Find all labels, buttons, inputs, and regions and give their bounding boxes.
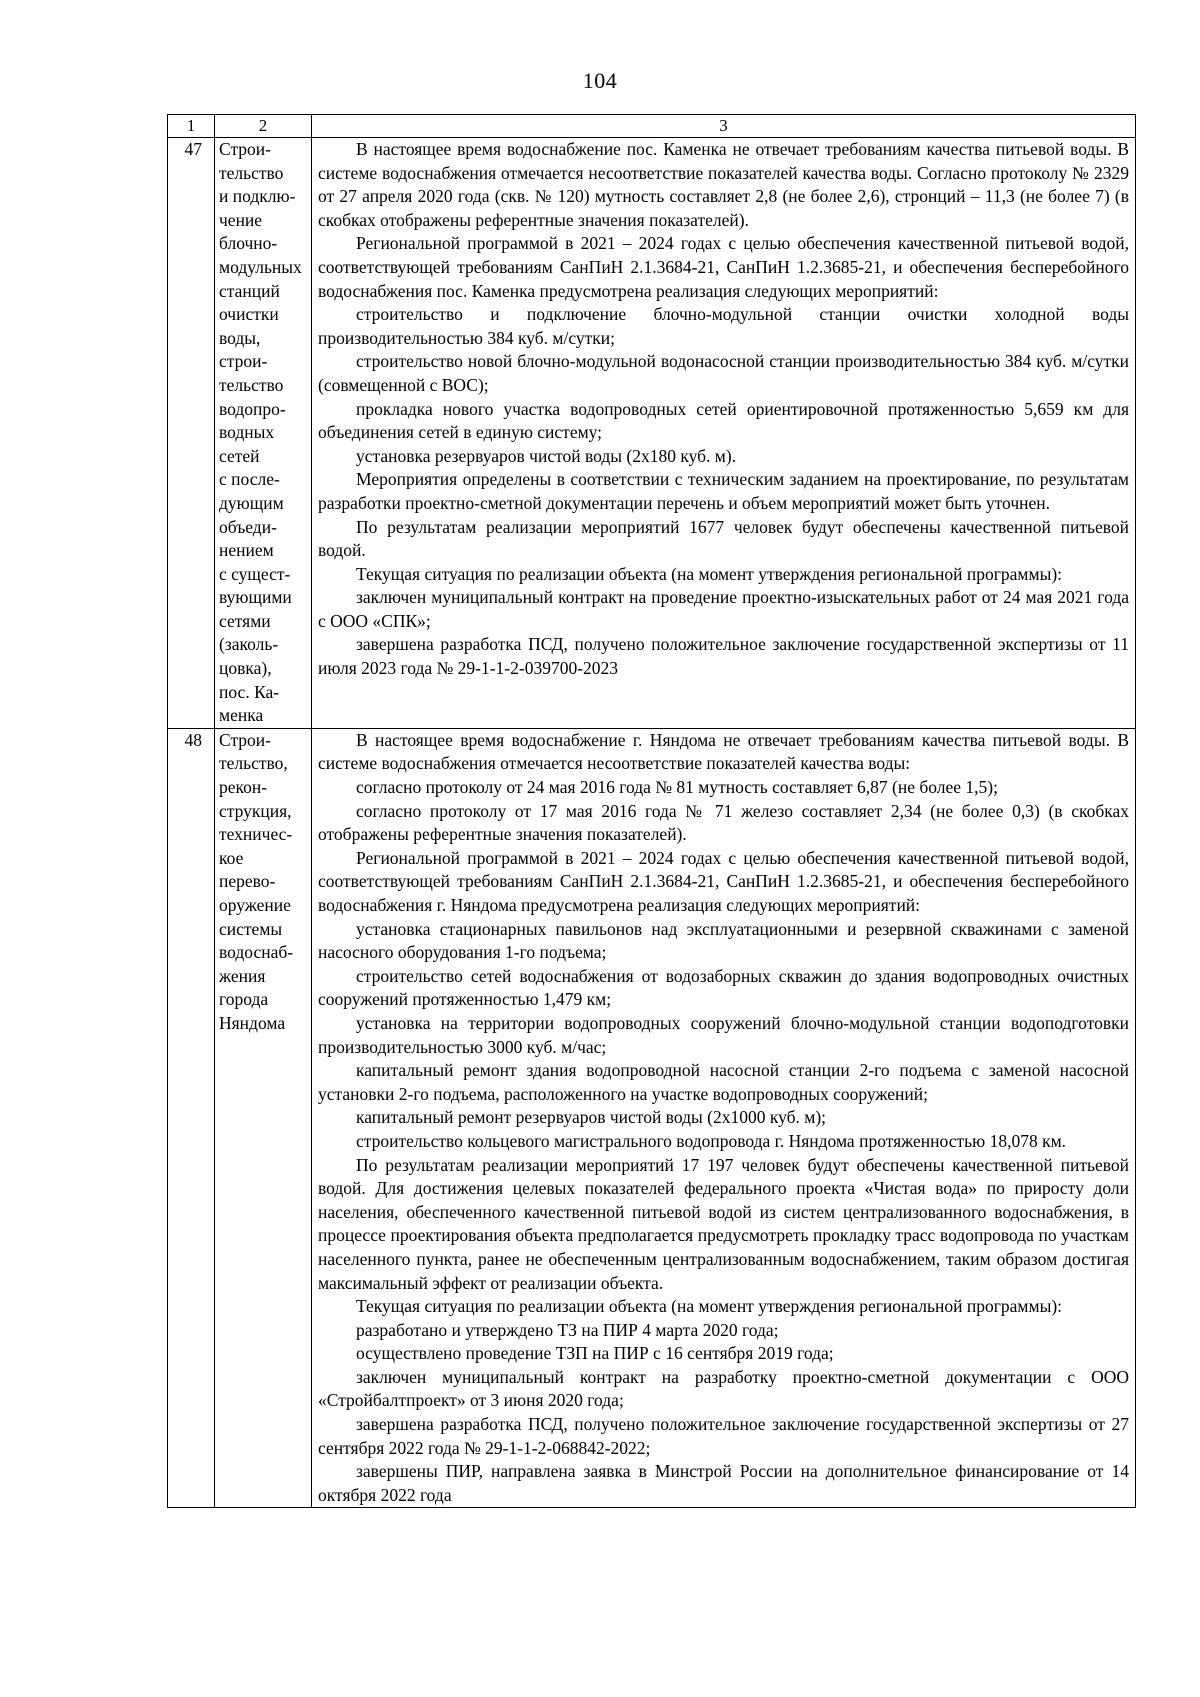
description-paragraph: капитальный ремонт резервуаров чистой воды (2х1000 куб. м); xyxy=(356,1107,827,1128)
object-name-line: дующим xyxy=(219,492,284,513)
object-name-line: очистки xyxy=(219,304,279,325)
object-name-line: блочно- xyxy=(219,233,278,254)
description-cell xyxy=(312,138,1136,729)
object-name-line: Строи- xyxy=(219,729,271,750)
header-cell-3: 3 xyxy=(312,115,1136,138)
object-name-line: струкция, xyxy=(219,800,292,821)
description-paragraph: Региональной программой в 2021 – 2024 годах с целью обеспечения качественной питьевой водой, соответствующей требованиям СанПиН 2.1.3684-21, СанПиН 1.2.3685-21, и обеспечения бесперебойного водоснабжения пос. Каменка предусмотрена реализация следующих мероприятий: xyxy=(318,233,1129,301)
object-name-line: Строи- xyxy=(219,139,271,159)
object-name-line: чение xyxy=(219,209,263,230)
object-name-line: менка xyxy=(219,705,264,726)
description-paragraph: заключен муниципальный контракт на проведение проектно-изыскательных работ от 24 мая 2021 года с ООО «СПК»; xyxy=(318,587,1129,631)
object-name-line: водных xyxy=(219,422,275,443)
description-paragraph: установка резервуаров чистой воды (2х180 куб. м). xyxy=(356,445,737,466)
object-name-line: тельство xyxy=(219,374,284,395)
description-paragraph: установка на территории водопроводных сооружений блочно-модульной станции водоподготовки производительностью 3000 куб. м/час; xyxy=(318,1012,1129,1057)
object-name-line: рекон- xyxy=(219,777,268,798)
description-paragraph: строительство сетей водоснабжения от водозаборных скважин до здания водопроводных очистных сооружений протяженностью 1,479 км; xyxy=(318,965,1129,1010)
table-row xyxy=(168,728,1136,1508)
description-paragraph: прокладка нового участка водопроводных сетей ориентировочной протяженностью 5,659 км для объединения сетей в единую систему; xyxy=(318,398,1129,443)
object-name-line: и подклю- xyxy=(219,186,296,207)
description-paragraph: В настоящее время водоснабжение пос. Каменка не отвечает требованиям качества питьевой воды. В системе водоснабжения отмечается несоответствие показателей качества воды. Согласно протоколу № 2329 от 27 апреля 2020 года (скв. № 120) мутность составляет 2,8 (не более 2,6), стронций – 11,3 (не более 7) (в скобках отображены референтные значения показателей). xyxy=(318,139,1129,230)
object-name-line: (заколь- xyxy=(219,634,279,655)
object-name-line: кое xyxy=(219,847,244,868)
object-name-line: пос. Ка- xyxy=(219,681,280,702)
object-name-line: воды, xyxy=(219,327,261,348)
description-paragraph: Мероприятия определены в соответствии с техническим заданием на проектирование, по результатам разработки проектно-сметной документации перечень и объем мероприятий может быть уточнен. xyxy=(318,469,1129,513)
object-name-line: города xyxy=(219,989,269,1010)
description-paragraph: Региональной программой в 2021 – 2024 годах с целью обеспечения качественной питьевой водой, соответствующей требованиям СанПиН 2.1.3684-21, СанПиН 1.2.3685-21, и обеспечения бесперебойного водоснабжения г. Няндома предусмотрена реализация следующих мероприятий: xyxy=(318,847,1129,915)
object-name-line: объеди- xyxy=(219,516,277,537)
object-name-line: техничес- xyxy=(219,824,293,845)
object-name-line: нением xyxy=(219,540,274,561)
object-name-line: с после- xyxy=(219,469,280,490)
object-name-line: сетями xyxy=(219,610,271,631)
description-paragraph: По результатам реализации мероприятий 17 197 человек будут обеспечены качественной питьевой водой. Для достижения целевых показателей федерального проекта «Чистая вода» по приросту доли населения, обеспеченного качественной питьевой водой из систем централизованного водоснабжения, в процессе проектирования объекта предполагается предусмотреть прокладку трасс водопровода по участкам населенного пункта, ранее не обеспеченным централизованным водоснабжением, таким образом достигая максимальный эффект от реализации объекта. xyxy=(318,1154,1129,1293)
description-paragraph: строительство новой блочно-модульной водонасосной станции производительностью 384 куб. м/сутки (совмещенной с ВОС); xyxy=(318,351,1129,395)
object-name-cell xyxy=(215,138,312,729)
description-paragraph: завершена разработка ПСД, получено положительное заключение государственной экспертизы от 27 сентября 2022 года № 29-1-1-2-068842-2022; xyxy=(318,1414,1129,1458)
object-name-line: тельство xyxy=(219,162,284,183)
table-row xyxy=(168,138,1136,729)
object-name-line: водоснаб- xyxy=(219,942,294,963)
description-paragraph: заключен муниципальный контракт на разработку проектно-сметной документации с ООО «Стройбалтпроект» от 3 июня 2020 года; xyxy=(318,1366,1129,1411)
object-name-line: модульных xyxy=(219,256,302,277)
header-cell-1: 1 xyxy=(168,115,215,138)
description-paragraph: строительство кольцевого магистрального водопровода г. Няндома протяженностью 18,078 км. xyxy=(356,1130,1067,1151)
object-name-line: с сущест- xyxy=(219,563,291,584)
row-number: 48 xyxy=(168,728,215,1508)
description-paragraph: разработано и утверждено ТЗ на ПИР 4 марта 2020 года; xyxy=(356,1319,779,1340)
description-paragraph: установка стационарных павильонов над эксплуатационными и резервной скважинами с заменой насосного оборудования 1-го подъема; xyxy=(318,918,1129,963)
description-paragraph: завершена разработка ПСД, получено положительное заключение государственной экспертизы от 11 июля 2023 года № 29-1-1-2-039700-2023 xyxy=(318,634,1129,679)
object-name-line: системы xyxy=(219,918,283,939)
page-number: 104 xyxy=(582,68,618,93)
object-name-line: перево- xyxy=(219,871,276,892)
description-paragraph: согласно протоколу от 17 мая 2016 года № 71 железо составляет 2,34 (не более 0,3) (в скобках отображены референтные значения показателей). xyxy=(318,800,1129,845)
header-cell-2: 2 xyxy=(215,115,312,138)
object-name-line: станций xyxy=(219,280,280,301)
description-paragraph: осуществлено проведение ТЗП на ПИР с 16 сентября 2019 года; xyxy=(356,1343,834,1364)
object-name-line: сетей xyxy=(219,445,260,466)
object-name-line: жения xyxy=(219,965,266,986)
table-header-row xyxy=(168,115,1136,138)
description-paragraph: завершены ПИР, направлена заявка в Минстрой России на дополнительное финансирование от 14 октября 2022 года xyxy=(318,1461,1129,1505)
object-name-line: цовка), xyxy=(219,658,272,679)
description-paragraph: согласно протоколу от 24 мая 2016 года № 81 мутность составляет 6,87 (не более 1,5); xyxy=(356,777,998,798)
object-name-line: строи- xyxy=(219,351,268,372)
description-paragraph: По результатам реализации мероприятий 1677 человек будут обеспечены качественной питьевой водой. xyxy=(318,516,1129,561)
description-paragraph: В настоящее время водоснабжение г. Няндома не отвечает требованиям качества питьевой воды. В системе водоснабжения отмечается несоответствие показателей качества воды: xyxy=(318,729,1129,774)
object-name-line: водопро- xyxy=(219,398,286,419)
object-name-line: вующими xyxy=(219,587,292,608)
description-paragraph: Текущая ситуация по реализации объекта (на момент утверждения региональной программы): xyxy=(356,1296,1063,1317)
description-paragraph: строительство и подключение блочно-модульной станции очистки холодной воды производительностью 384 куб. м/сутки; xyxy=(318,304,1129,348)
object-name-line: тельство, xyxy=(219,753,288,774)
row-number: 47 xyxy=(168,138,215,729)
object-name-line: Няндома xyxy=(219,1012,286,1033)
description-cell xyxy=(312,728,1136,1508)
object-name-cell xyxy=(215,728,312,1508)
object-name-line: оружение xyxy=(219,895,291,915)
description-paragraph: капитальный ремонт здания водопроводной насосной станции 2-го подъема с заменой насосной установки 2-го подъема, расположенного на участке водопроводных сооружений; xyxy=(318,1060,1129,1104)
description-paragraph: Текущая ситуация по реализации объекта (на момент утверждения региональной программы): xyxy=(356,563,1063,584)
projects-table xyxy=(167,114,1136,1508)
